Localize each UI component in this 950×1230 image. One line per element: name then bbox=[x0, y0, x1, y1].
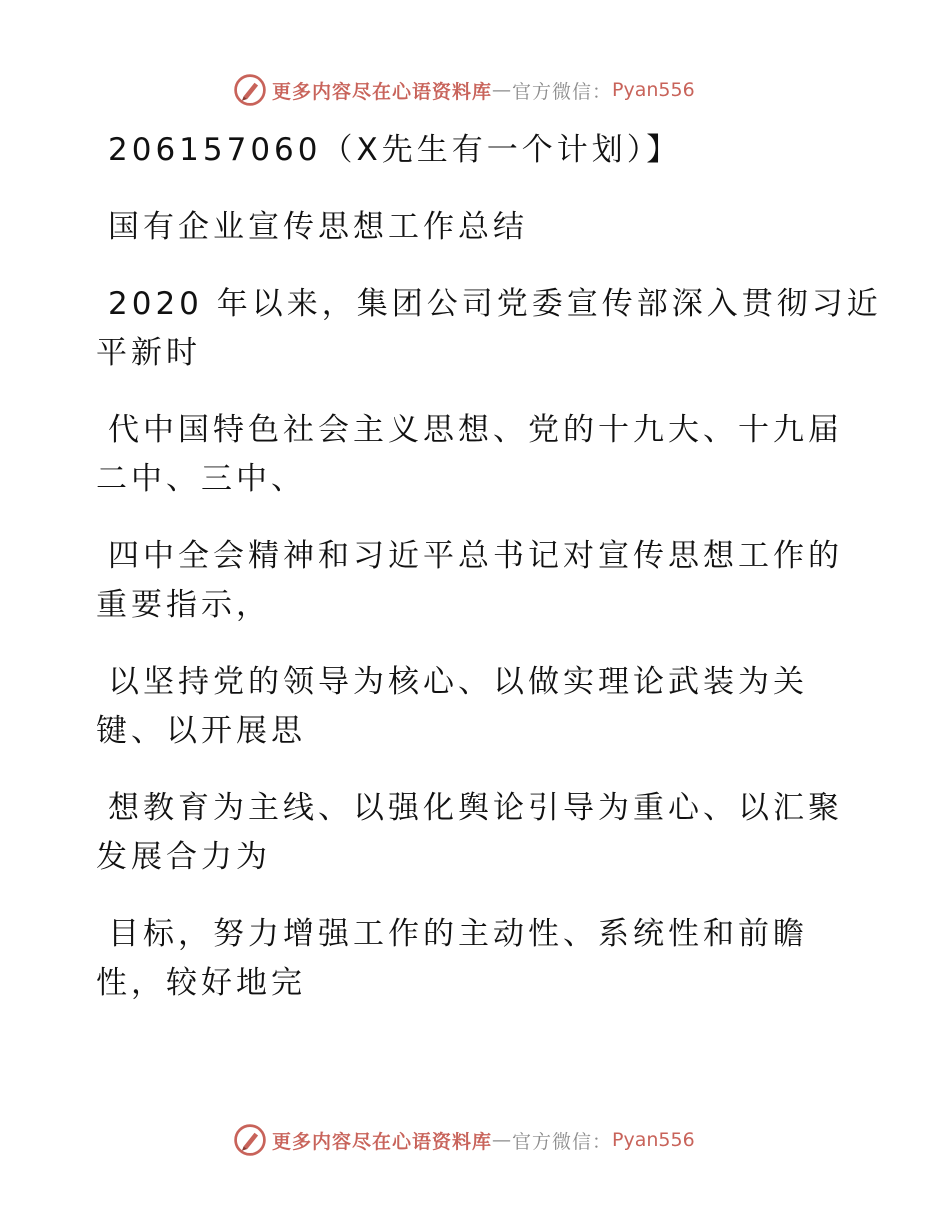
watermark-wechat-label: 官方微信： bbox=[512, 80, 613, 103]
pen-nib-circle-icon bbox=[232, 1122, 268, 1158]
paragraph-line: 国有企业宣传思想工作总结 bbox=[108, 209, 528, 245]
footer-watermark bbox=[232, 1120, 695, 1160]
document-title bbox=[96, 203, 856, 252]
watermark-separator: — bbox=[492, 79, 513, 101]
paragraph bbox=[96, 658, 856, 756]
watermark-separator: — bbox=[492, 1129, 513, 1151]
watermark-wechat-label: 官方微信： bbox=[512, 1130, 613, 1153]
paragraph-line: 重要指示， bbox=[96, 587, 271, 623]
pen-nib-circle-icon bbox=[232, 72, 268, 108]
paragraph-line: 发展合力为 bbox=[96, 839, 271, 875]
paragraph-line: 四中全会精神和习近平总书记对宣传思想工作的 bbox=[108, 538, 843, 574]
paragraph-line: 性，较好地完 bbox=[96, 965, 306, 1001]
paragraph-line: 目标，努力增强工作的主动性、系统性和前瞻 bbox=[108, 916, 808, 952]
watermark-wechat-id: Pyan556 bbox=[612, 79, 695, 101]
document-body bbox=[96, 126, 882, 1036]
watermark-brand: 更多内容尽在心语资料库 bbox=[272, 80, 493, 103]
paragraph bbox=[96, 406, 856, 504]
paragraph-line: 2020 年以来，集团公司党委宣传部深入贯彻习近 bbox=[108, 286, 882, 322]
paragraph-line: 键、以开展思 bbox=[96, 713, 306, 749]
paragraph bbox=[96, 784, 856, 882]
paragraph-line: 平新时 bbox=[96, 335, 201, 371]
paragraph bbox=[96, 910, 856, 1008]
paragraph-line: 代中国特色社会主义思想、党的十九大、十九届 bbox=[108, 412, 843, 448]
paragraph bbox=[96, 532, 856, 630]
paragraph-line: 206157060（X先生有一个计划）】 bbox=[108, 132, 682, 168]
paragraph-line: 以坚持党的领导为核心、以做实理论武装为关 bbox=[108, 664, 808, 700]
paragraph-line: 二中、三中、 bbox=[96, 461, 306, 497]
paragraph bbox=[96, 280, 882, 378]
watermark-brand: 更多内容尽在心语资料库 bbox=[272, 1130, 493, 1153]
paragraph bbox=[96, 126, 856, 175]
watermark-wechat-id: Pyan556 bbox=[612, 1129, 695, 1151]
header-watermark bbox=[232, 70, 695, 110]
paragraph-line: 想教育为主线、以强化舆论引导为重心、以汇聚 bbox=[108, 790, 843, 826]
